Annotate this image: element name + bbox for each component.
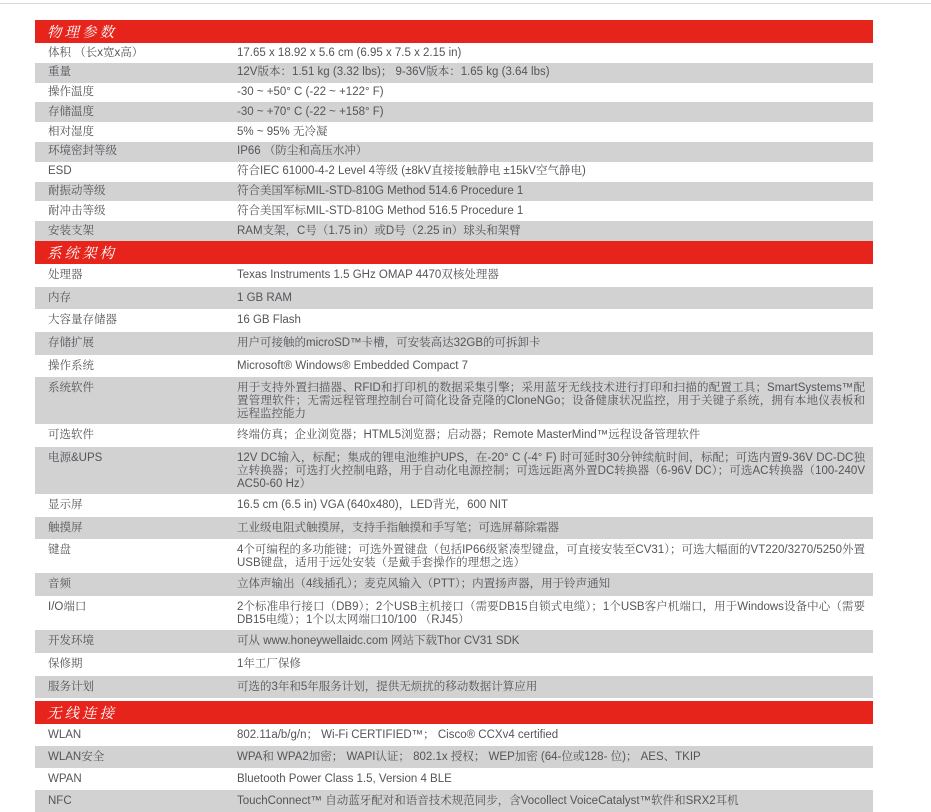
table-row: [35, 122, 873, 142]
spec-value: 终端仿真；企业浏览器；HTML5浏览器；启动器；Remote MasterMind™远程设备管理软件: [237, 429, 701, 442]
spec-label: 可选软件: [48, 429, 94, 442]
spec-label: 键盘: [48, 544, 71, 557]
section-system-architecture: [35, 241, 873, 698]
spec-label: 开发环境: [48, 635, 94, 648]
spec-value: 12V版本：1.51 kg (3.32 lbs)； 9-36V版本：1.65 kg (3.64 lbs): [237, 66, 550, 79]
table-row: [35, 424, 873, 447]
section-header-physical: [35, 20, 873, 43]
table-row: [35, 201, 873, 221]
spec-value: 4个可编程的多功能键；可选外置键盘（包括IP66级紧凑型键盘，可直接安装至CV31）；可选大幅面的VT220/3270/5250外置USB键盘，适用于远处安装（是戴手套操作的理想之选）: [237, 544, 865, 570]
spec-label: 操作系统: [48, 359, 94, 372]
table-row: [35, 142, 873, 162]
table-row: [35, 332, 873, 355]
spec-label: 保修期: [48, 657, 83, 670]
spec-value: 符合IEC 61000-4-2 Level 4等级 (±8kV直接接触静电 ±15kV空气静电): [237, 165, 586, 178]
table-row: [35, 264, 873, 287]
spec-label: 显示屏: [48, 499, 83, 512]
spec-label: 存储温度: [48, 105, 94, 118]
table-row: [35, 309, 873, 332]
table-row: [35, 447, 873, 494]
spec-value: 12V DC输入，标配；集成的锂电池维护UPS，在-20° C (-4° F) 时可延时30分钟续航时间，标配；可选内置9-36V DC-DC独立转换器；可选打火控制电路，用于自动化电源控制；可选远距离外置DC转换器（6-96V DC）；可选AC转换器（100-240V AC50-60 Hz）: [237, 452, 865, 491]
spec-value: 用户可接触的microSD™卡槽，可安装高达32GB的可拆卸卡: [237, 337, 541, 350]
table-row: [35, 630, 873, 653]
spec-label: 处理器: [48, 268, 83, 281]
spec-label: ESD: [48, 165, 72, 178]
spec-value: 1 GB RAM: [237, 291, 292, 304]
spec-label: WLAN: [48, 728, 82, 741]
table-row: [35, 596, 873, 630]
section-physical-parameters: [35, 20, 873, 241]
table-row: [35, 790, 873, 812]
spec-label: WLAN安全: [48, 750, 105, 763]
spec-label: 环境密封等级: [48, 145, 117, 158]
spec-label: 体积 （长x宽x高）: [48, 46, 144, 59]
table-row: [35, 355, 873, 378]
table-row: [35, 83, 873, 103]
table-row: [35, 768, 873, 790]
table-row: [35, 63, 873, 83]
table-row: [35, 377, 873, 424]
spec-value: 可从 www.honeywellaidc.com 网站下载Thor CV31 SDK: [237, 635, 520, 648]
spec-value: WPA和 WPA2加密； WAPI认证； 802.1x 授权； WEP加密 (64-位或128- 位)； AES、TKIP: [237, 750, 701, 763]
spec-value: 2个标准串行接口（DB9）；2个USB主机接口（需要DB15自锁式电缆）；1个USB客户机端口，用于Windows设备中心（需要DB15电缆）；1个以太网端口10/100 （RJ45）: [237, 601, 865, 627]
spec-label: I/O端口: [48, 601, 87, 614]
section-rows-system: [35, 264, 873, 698]
spec-value: Microsoft® Windows® Embedded Compact 7: [237, 359, 469, 372]
section-rows-wireless: [35, 724, 873, 812]
spec-value: 符合美国军标MIL-STD-810G Method 516.5 Procedure 1: [237, 204, 524, 217]
table-row: [35, 539, 873, 573]
spec-label: 耐振动等级: [48, 185, 106, 198]
spec-value: 工业级电阻式触摸屏，支持手指触摸和手写笔；可选屏幕除霜器: [237, 521, 559, 534]
spec-label: NFC: [48, 794, 72, 807]
top-divider: [0, 3, 931, 4]
section-wireless-connectivity: [35, 701, 873, 812]
spec-value: TouchConnect™ 自动蓝牙配对和语音技术规范同步，含Vocollect VoiceCatalyst™软件和SRX2耳机: [237, 794, 739, 807]
spec-value: -30 ~ +50° C (-22 ~ +122° F): [237, 86, 384, 99]
table-row: [35, 43, 873, 63]
spec-value: 立体声输出（4线插孔）；麦克风输入（PTT）；内置扬声器，用于铃声通知: [237, 578, 611, 591]
spec-label: 内存: [48, 291, 71, 304]
table-row: [35, 746, 873, 768]
table-row: [35, 221, 873, 241]
table-row: [35, 102, 873, 122]
table-row: [35, 182, 873, 202]
spec-label: 存储扩展: [48, 337, 94, 350]
spec-label: 大容量存储器: [48, 314, 117, 327]
spec-sheet: [35, 20, 873, 812]
spec-value: 802.11a/b/g/n； Wi-Fi CERTIFIED™； Cisco® CCXv4 certified: [237, 728, 559, 741]
section-title-system: 系统架构: [47, 245, 117, 262]
spec-value: Bluetooth Power Class 1.5, Version 4 BLE: [237, 772, 452, 785]
table-row: [35, 287, 873, 310]
spec-value: 17.65 x 18.92 x 5.6 cm (6.95 x 7.5 x 2.15 in): [237, 46, 462, 59]
table-row: [35, 676, 873, 699]
spec-label: WPAN: [48, 772, 82, 785]
spec-label: 重量: [48, 66, 71, 79]
spec-label: 电源&UPS: [48, 452, 103, 465]
section-header-system: [35, 241, 873, 264]
spec-value: 16 GB Flash: [237, 314, 301, 327]
table-row: [35, 517, 873, 540]
spec-label: 操作温度: [48, 86, 94, 99]
table-row: [35, 494, 873, 517]
spec-label: 相对湿度: [48, 125, 94, 138]
spec-value: 用于支持外置扫描器、RFID和打印机的数据采集引擎；采用蓝牙无线技术进行打印和扫描的配置工具；SmartSystems™配置管理软件；无需远程管理控制台可简化设备克隆的CloneNGo；设备健康状况监控，用于关键子系统，拥有本地仪表板和远程监控能力: [237, 382, 865, 421]
spec-value: 16.5 cm (6.5 in) VGA (640x480)，LED背光，600 NIT: [237, 499, 508, 512]
section-title-wireless: 无线连接: [47, 706, 117, 723]
section-header-wireless: [35, 701, 873, 724]
spec-label: 音频: [48, 578, 71, 591]
spec-value: Texas Instruments 1.5 GHz OMAP 4470双核处理器: [237, 268, 499, 281]
spec-label: 安装支架: [48, 224, 94, 237]
spec-label: 系统软件: [48, 382, 94, 395]
spec-value: 符合美国军标MIL-STD-810G Method 514.6 Procedure 1: [237, 185, 524, 198]
table-row: [35, 162, 873, 182]
table-row: [35, 724, 873, 746]
section-title-physical: 物理参数: [47, 25, 117, 41]
table-row: [35, 653, 873, 676]
table-row: [35, 573, 873, 596]
spec-label: 耐冲击等级: [48, 204, 106, 217]
section-rows-physical: [35, 43, 873, 241]
spec-value: RAM支架，C号（1.75 in）或D号（2.25 in）球头和架臂: [237, 224, 521, 237]
spec-label: 服务计划: [48, 680, 94, 693]
spec-value: 5% ~ 95% 无冷凝: [237, 125, 328, 138]
spec-value: 1年工厂保修: [237, 657, 301, 670]
spec-value: 可选的3年和5年服务计划，提供无烦扰的移动数据计算应用: [237, 680, 538, 693]
spec-value: IP66 （防尘和高压水冲）: [237, 145, 368, 158]
spec-label: 触摸屏: [48, 521, 83, 534]
spec-value: -30 ~ +70° C (-22 ~ +158° F): [237, 105, 384, 118]
